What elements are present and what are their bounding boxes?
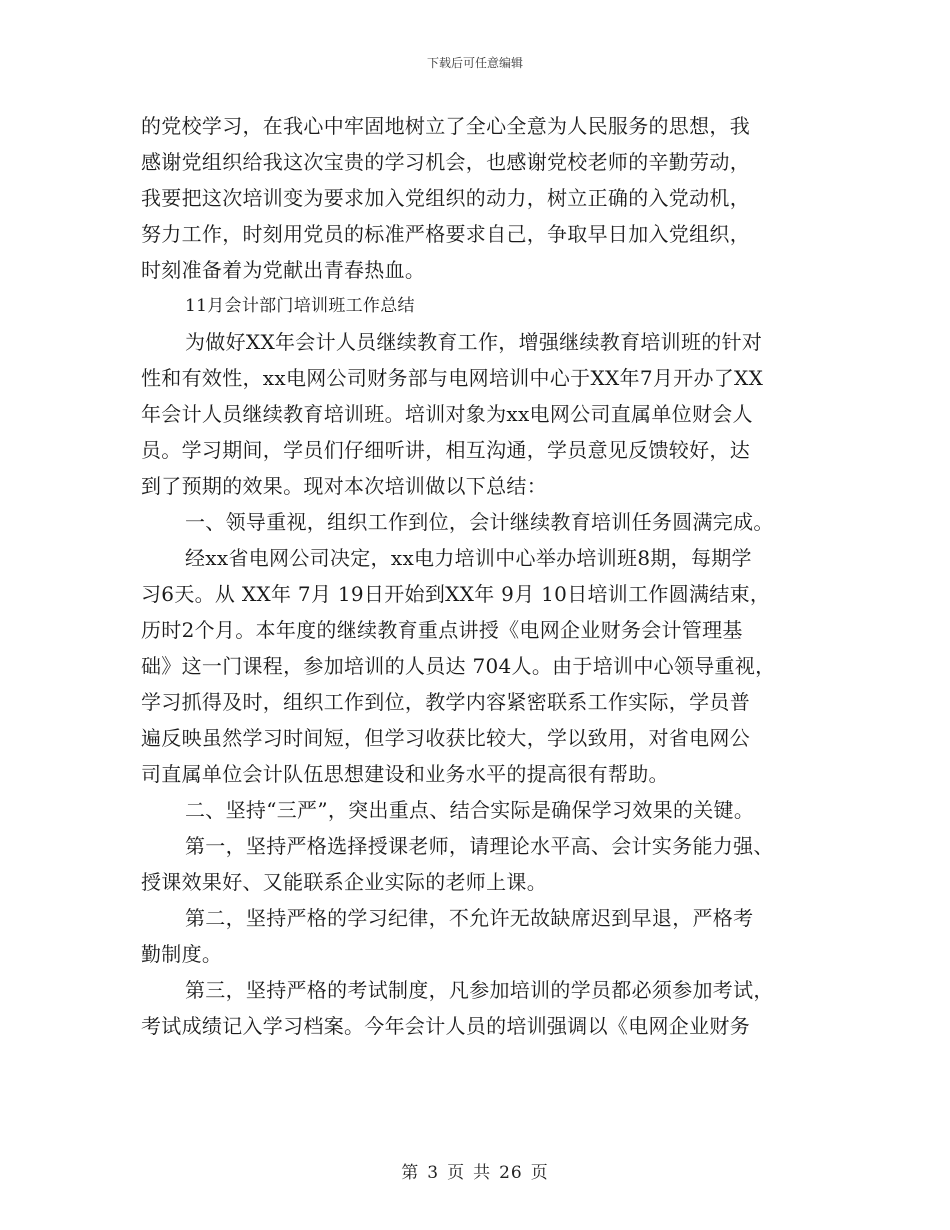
footer-current-page: 3 bbox=[427, 1163, 440, 1183]
body-line: 我要把这次培训变为要求加入党组织的动力，树立正确的入党动机， bbox=[141, 186, 750, 210]
footer-suffix: 页 bbox=[530, 1163, 549, 1183]
body-line: 遍反映虽然学习时间短，但学习收获比较大，学以致用，对省电网公 bbox=[141, 726, 750, 750]
footer-prefix: 第 bbox=[401, 1163, 420, 1183]
body-line: 学习抓得及时，组织工作到位，教学内容紧密联系工作实际，学员普 bbox=[141, 690, 750, 714]
body-line: 的党校学习，在我心中牢固地树立了全心全意为人民服务的思想，我 bbox=[141, 114, 750, 138]
body-line: 考试成绩记入学习档案。今年会计人员的培训强调以《电网企业财务 bbox=[141, 1014, 750, 1038]
body-line: 二、坚持“三严”，突出重点、结合实际是确保学习效果的关键。 bbox=[185, 798, 755, 822]
body-line: 努力工作，时刻用党员的标准严格要求自己，争取早日加入党组织， bbox=[141, 222, 750, 246]
body-line: 勤制度。 bbox=[141, 942, 223, 966]
body-line: 授课效果好、又能联系企业实际的老师上课。 bbox=[141, 870, 547, 894]
body-line: 一、领导重视，组织工作到位，会计继续教育培训任务圆满完成。 bbox=[185, 510, 774, 534]
footer-mid: 页 bbox=[447, 1163, 466, 1183]
body-line: 历时2个月。本年度的继续教育重点讲授《电网企业财务会计管理基 bbox=[141, 618, 743, 642]
body-line: 础》这一门课程，参加培训的人员达 704人。由于培训中心领导重视， bbox=[141, 654, 776, 678]
body-line: 第二，坚持严格的学习纪律，不允许无故缺席迟到早退，严格考 bbox=[185, 906, 754, 930]
body-line: 时刻准备着为党献出青春热血。 bbox=[141, 258, 426, 282]
body-line: 司直属单位会计队伍思想建设和业务水平的提高很有帮助。 bbox=[141, 762, 669, 786]
body-line: 为做好XX年会计人员继续教育工作，增强继续教育培训班的针对 bbox=[185, 330, 763, 354]
body-line: 第三，坚持严格的考试制度，凡参加培训的学员都必须参加考试， bbox=[185, 978, 774, 1002]
section-title: 11月会计部门培训班工作总结 bbox=[185, 296, 415, 316]
footer-total-pages: 26 bbox=[499, 1163, 523, 1183]
body-line: 习6天。从 XX年 7月 19日开始到XX年 9月 10日培训工作圆满结束， bbox=[141, 582, 771, 606]
body-line: 年会计人员继续教育培训班。培训对象为xx电网公司直属单位财会人 bbox=[141, 402, 753, 426]
body-line: 员。学习期间，学员们仔细听讲，相互沟通，学员意见反馈较好，达 bbox=[141, 438, 750, 462]
page-header-note: 下载后可任意编辑 bbox=[426, 56, 523, 70]
body-line: 到了预期的效果。现对本次培训做以下总结： bbox=[141, 474, 547, 498]
footer-total-label: 共 bbox=[473, 1163, 492, 1183]
body-line: 第一，坚持严格选择授课老师，请理论水平高、会计实务能力强、 bbox=[185, 834, 774, 858]
body-line: 经xx省电网公司决定，xx电力培训中心举办培训班8期，每期学 bbox=[185, 546, 752, 570]
body-line: 性和有效性，xx电网公司财务部与电网培训中心于XX年7月开办了XX bbox=[141, 366, 764, 390]
document-body bbox=[141, 108, 821, 1044]
page-number-footer bbox=[0, 1158, 950, 1183]
body-line: 感谢党组织给我这次宝贵的学习机会，也感谢党校老师的辛勤劳动， bbox=[141, 150, 750, 174]
